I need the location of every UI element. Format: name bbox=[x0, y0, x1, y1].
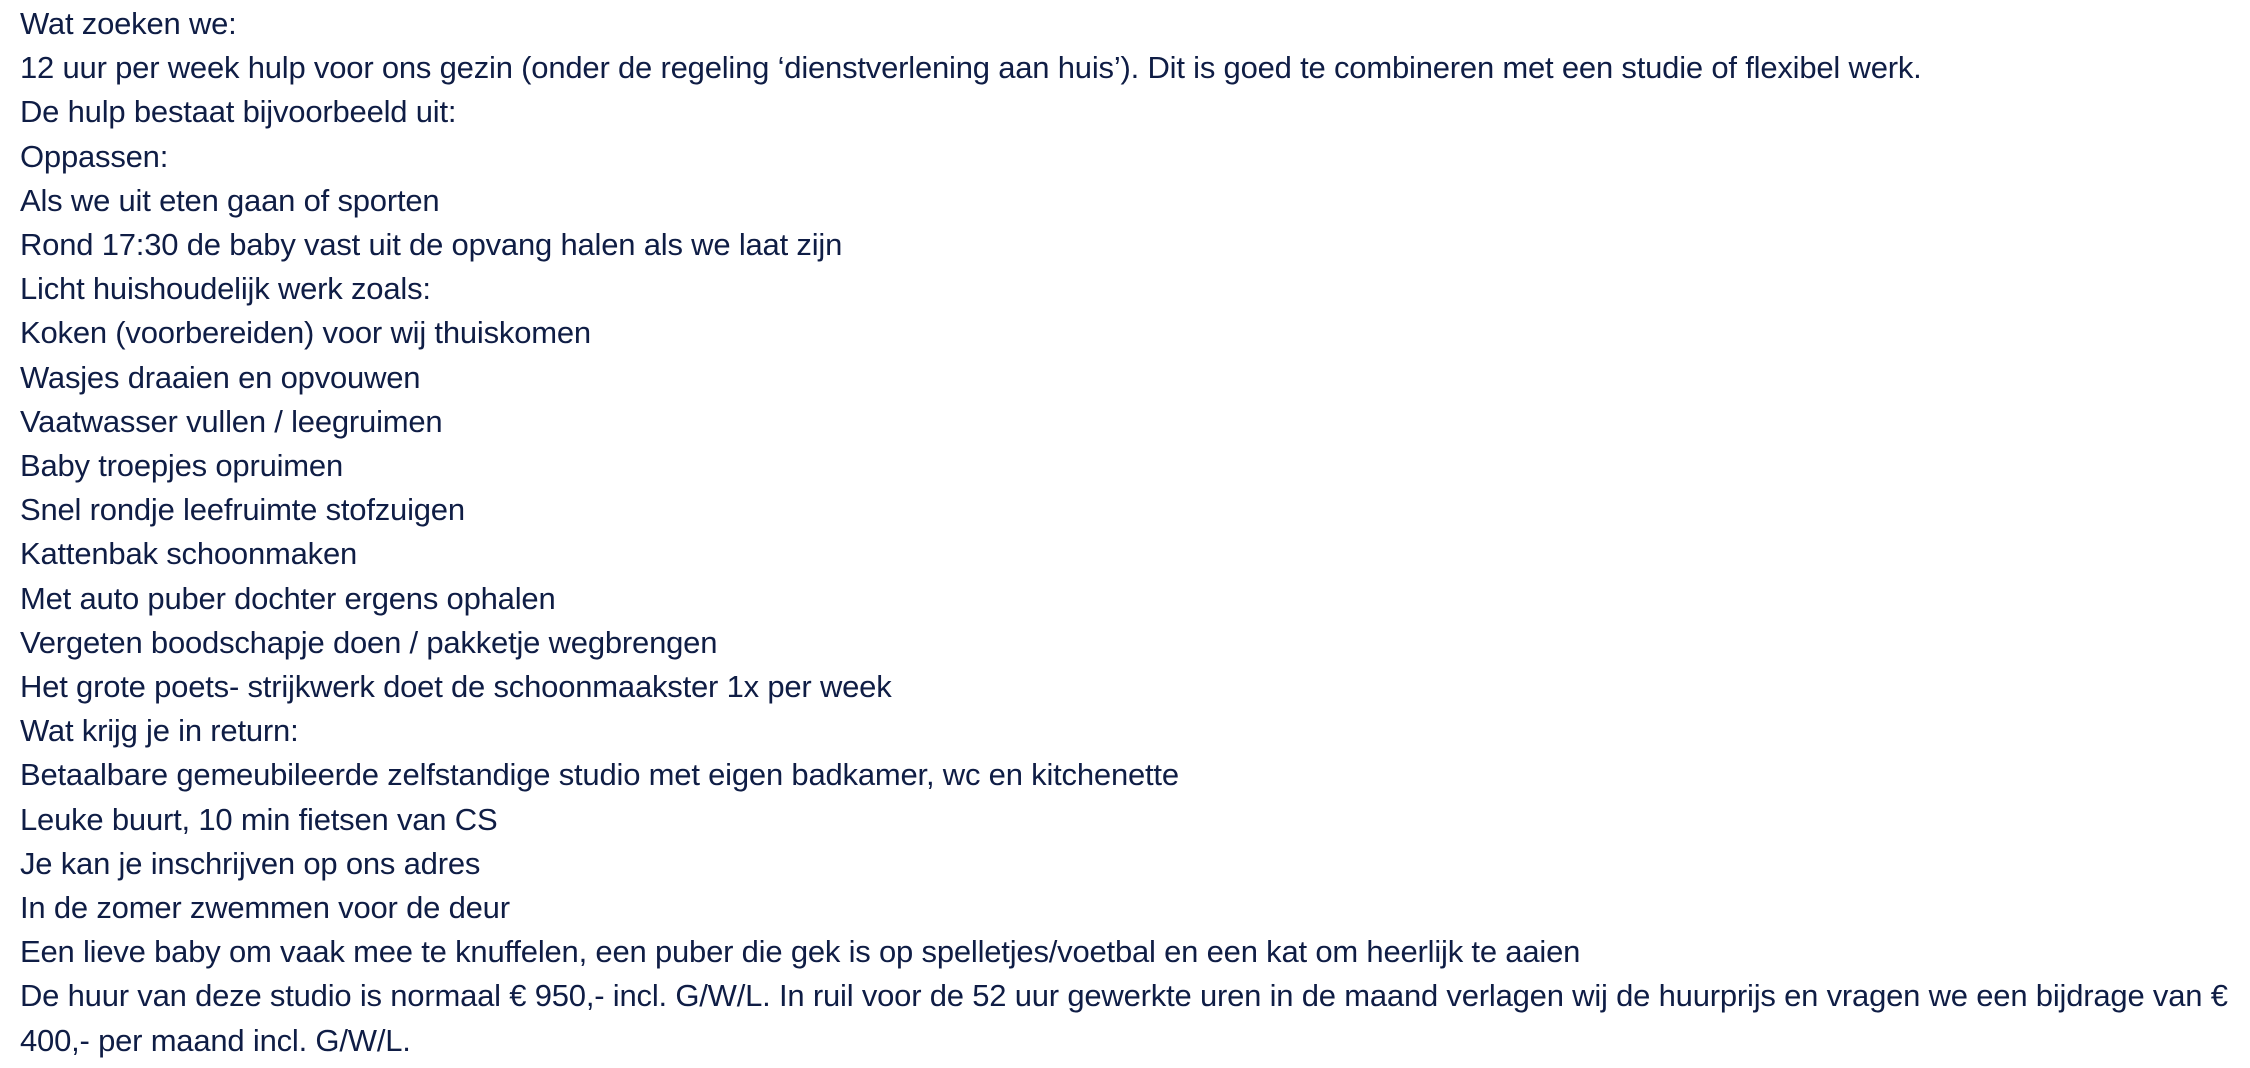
return-item: Leuke buurt, 10 min fietsen van CS bbox=[20, 801, 498, 837]
housework-item: Kattenbak schoonmaken bbox=[20, 536, 358, 572]
housework-item: Vergeten boodschapje doen / pakketje wegbrengen bbox=[20, 624, 718, 660]
housework-item: Met auto puber dochter ergens ophalen bbox=[20, 580, 556, 616]
housework-heading: Licht huishoudelijk werk zoals: bbox=[20, 271, 431, 307]
housework-item: Baby troepjes opruimen bbox=[20, 448, 344, 484]
return-heading: Wat krijg je in return: bbox=[20, 713, 299, 749]
return-item: Betaalbare gemeubileerde zelfstandige studio met eigen badkamer, wc en kitchenette bbox=[20, 757, 1179, 793]
heading-seeking: Wat zoeken we: bbox=[20, 6, 237, 41]
return-item: Een lieve baby om vaak mee te knuffelen, een puber die gek is op spelletjes/voetbal en een kat om heerlijk te aaien bbox=[20, 934, 1581, 970]
housework-item: Vaatwasser vullen / leegruimen bbox=[20, 403, 443, 439]
return-item: In de zomer zwemmen voor de deur bbox=[20, 890, 510, 926]
housework-item: Koken (voorbereiden) voor wij thuiskomen bbox=[20, 315, 591, 351]
housework-item: Wasjes draaien en opvouwen bbox=[20, 359, 421, 395]
intro-text: 12 uur per week hulp voor ons gezin (onder de regeling ‘dienstverlening aan huis’). Dit is goed te combineren met een studie of flexibel werk. bbox=[20, 50, 1922, 86]
babysitting-heading: Oppassen: bbox=[20, 138, 169, 174]
babysitting-item: Als we uit eten gaan of sporten bbox=[20, 182, 440, 218]
babysitting-item: Rond 17:30 de baby vast uit de opvang halen als we laat zijn bbox=[20, 227, 843, 263]
housework-item: Het grote poets- strijkwerk doet de schoonmaakster 1x per week bbox=[20, 669, 892, 705]
rent-paragraph: De huur van deze studio is normaal € 950,- incl. G/W/L. In ruil voor de 52 uur gewerkte uren in de maand verlagen wij de huurprijs en vragen we een bijdrage van € 400,- per maand incl. G/W/L. bbox=[20, 978, 2228, 1058]
housework-item: Snel rondje leefruimte stofzuigen bbox=[20, 492, 465, 528]
return-item: Je kan je inschrijven op ons adres bbox=[20, 845, 481, 881]
help-consists-text: De hulp bestaat bijvoorbeeld uit: bbox=[20, 94, 457, 130]
